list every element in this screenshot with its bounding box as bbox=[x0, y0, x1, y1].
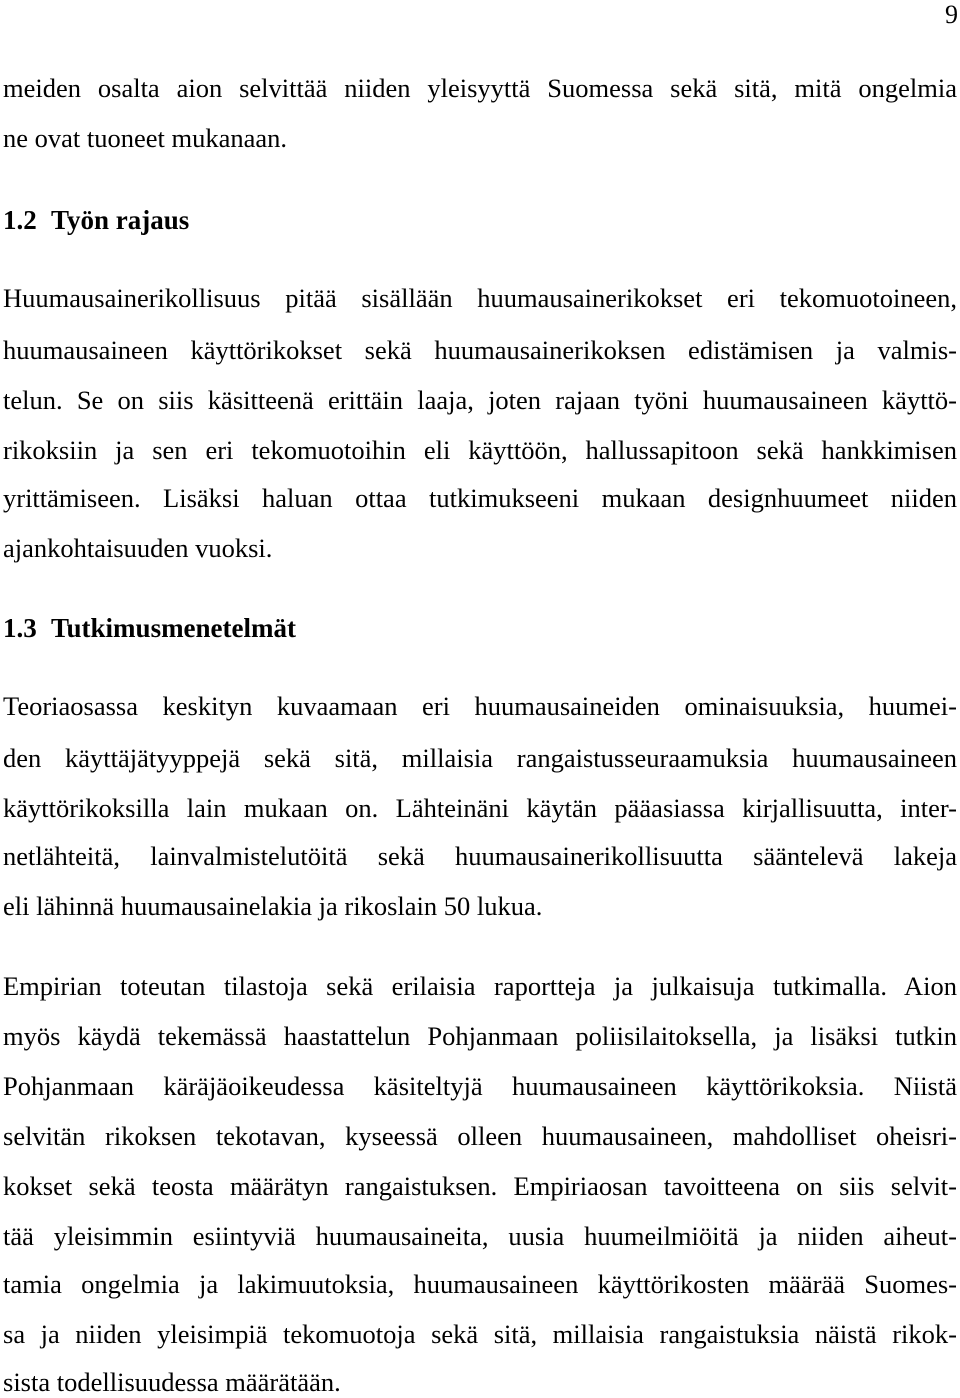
section-heading bbox=[3, 204, 189, 236]
body-line: Pohjanmaan käräjäoikeudessa käsiteltyjä huumausaineen käyttörikoksia. Niistä bbox=[3, 1071, 957, 1101]
body-line: sista todellisuudessa määrätään. bbox=[3, 1367, 341, 1397]
body-line: Empirian toteutan tilastoja sekä erilaisia raportteja ja julkaisuja tutkimalla. Aion bbox=[3, 971, 957, 1001]
intro-line: ne ovat tuoneet mukanaan. bbox=[3, 123, 288, 153]
body-line: eli lähinnä huumausainelakia ja rikoslain 50 lukua. bbox=[3, 891, 543, 921]
body-line: myös käydä tekemässä haastattelun Pohjanmaan poliisilaitoksella, ja lisäksi tutkin bbox=[3, 1021, 957, 1051]
body-line: huumausaineen käyttörikokset sekä huumausainerikoksen edistämisen ja valmis- bbox=[3, 335, 957, 365]
section-number: 1.2 bbox=[3, 205, 37, 235]
body-line: käyttörikoksilla lain mukaan on. Lähteinäni käytän pääasiassa kirjallisuutta, inter- bbox=[3, 793, 957, 823]
body-line: tamia ongelmia ja lakimuutoksia, huumausaineen käyttörikosten määrää Suomes- bbox=[3, 1269, 957, 1299]
intro-line: meiden osalta aion selvittää niiden yleisyyttä Suomessa sekä sitä, mitä ongelmia bbox=[3, 73, 957, 103]
body-line: den käyttäjätyyppejä sekä sitä, millaisia rangaistusseuraamuksia huumausaineen bbox=[3, 743, 957, 773]
body-line: ajankohtaisuuden vuoksi. bbox=[3, 533, 273, 563]
section-title: Tutkimusmenetelmät bbox=[51, 613, 297, 643]
body-line: sa ja niiden yleisimpiä tekomuotoja sekä sitä, millaisia rangaistuksia näistä rikok- bbox=[3, 1319, 957, 1349]
body-line: yrittämiseen. Lisäksi haluan ottaa tutkimukseeni mukaan designhuumeet niiden bbox=[3, 483, 957, 513]
body-line: Huumausainerikollisuus pitää sisällään huumausainerikokset eri tekomuotoineen, bbox=[3, 283, 957, 313]
section-title: Työn rajaus bbox=[51, 205, 190, 235]
body-line: Teoriaosassa keskityn kuvaamaan eri huumausaineiden ominaisuuksia, huumei- bbox=[3, 691, 957, 721]
body-line: kokset sekä teosta määrätyn rangaistuksen. Empiriaosan tavoitteena on siis selvit- bbox=[3, 1171, 957, 1201]
body-line: selvitän rikoksen tekotavan, kyseessä olleen huumausaineen, mahdolliset oheisri- bbox=[3, 1121, 957, 1151]
body-line: rikoksiin ja sen eri tekomuotoihin eli käyttöön, hallussapitoon sekä hankkimisen bbox=[3, 435, 957, 465]
section-heading bbox=[3, 612, 296, 644]
body-line: tää yleisimmin esiintyviä huumausaineita, uusia huumeilmiöitä ja niiden aiheut- bbox=[3, 1221, 957, 1251]
section-number: 1.3 bbox=[3, 613, 37, 643]
page-number: 9 bbox=[945, 0, 958, 29]
body-line: netlähteitä, lainvalmistelutöitä sekä huumausainerikollisuutta sääntelevä lakeja bbox=[3, 841, 957, 871]
body-line: telun. Se on siis käsitteenä erittäin laaja, joten rajaan työni huumausaineen käyttö- bbox=[3, 385, 957, 415]
